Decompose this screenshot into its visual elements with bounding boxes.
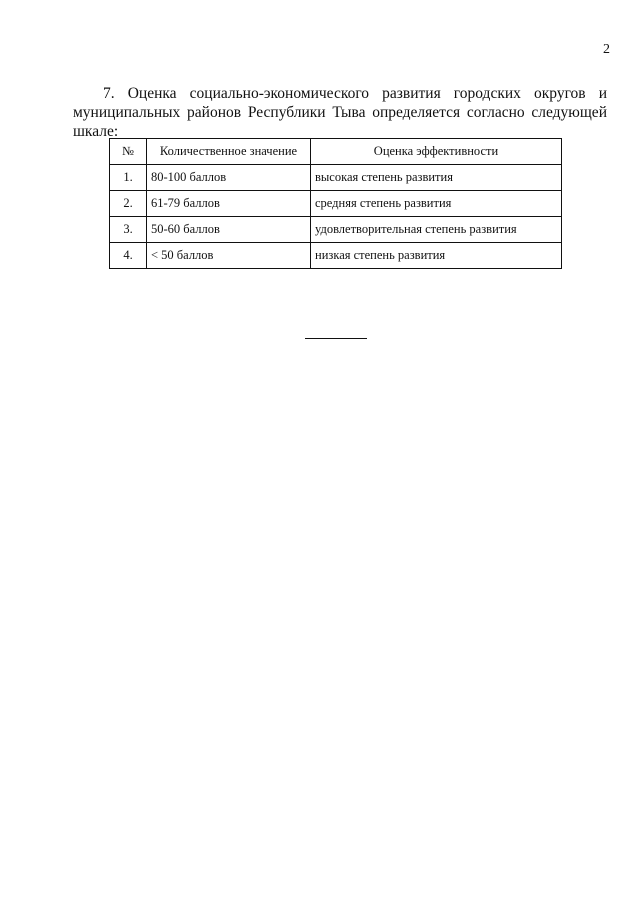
row-evaluation: низкая степень развития — [311, 243, 562, 269]
row-value: 50-60 баллов — [147, 217, 311, 243]
row-evaluation: удовлетворительная степень развития — [311, 217, 562, 243]
row-number: 2. — [110, 191, 147, 217]
table-row — [110, 243, 562, 269]
row-value: < 50 баллов — [147, 243, 311, 269]
row-evaluation: средняя степень развития — [311, 191, 562, 217]
page-number: 2 — [603, 42, 610, 57]
table-row — [110, 191, 562, 217]
end-divider-line — [305, 338, 367, 339]
table-row — [110, 217, 562, 243]
row-value: 61-79 баллов — [147, 191, 311, 217]
header-evaluation: Оценка эффективности — [311, 139, 562, 165]
row-number: 4. — [110, 243, 147, 269]
row-number: 3. — [110, 217, 147, 243]
table-header-row — [110, 139, 562, 165]
table-row — [110, 165, 562, 191]
header-quantitative-value: Количественное значение — [147, 139, 311, 165]
paragraph-scale-intro: 7. Оценка социально-экономического развития городских округов и муниципальных районов Республики Тыва определяется согласно следующей шкале: — [73, 85, 607, 140]
header-number: № — [110, 139, 147, 165]
row-number: 1. — [110, 165, 147, 191]
row-value: 80-100 баллов — [147, 165, 311, 191]
evaluation-scale-table — [109, 138, 562, 269]
row-evaluation: высокая степень развития — [311, 165, 562, 191]
